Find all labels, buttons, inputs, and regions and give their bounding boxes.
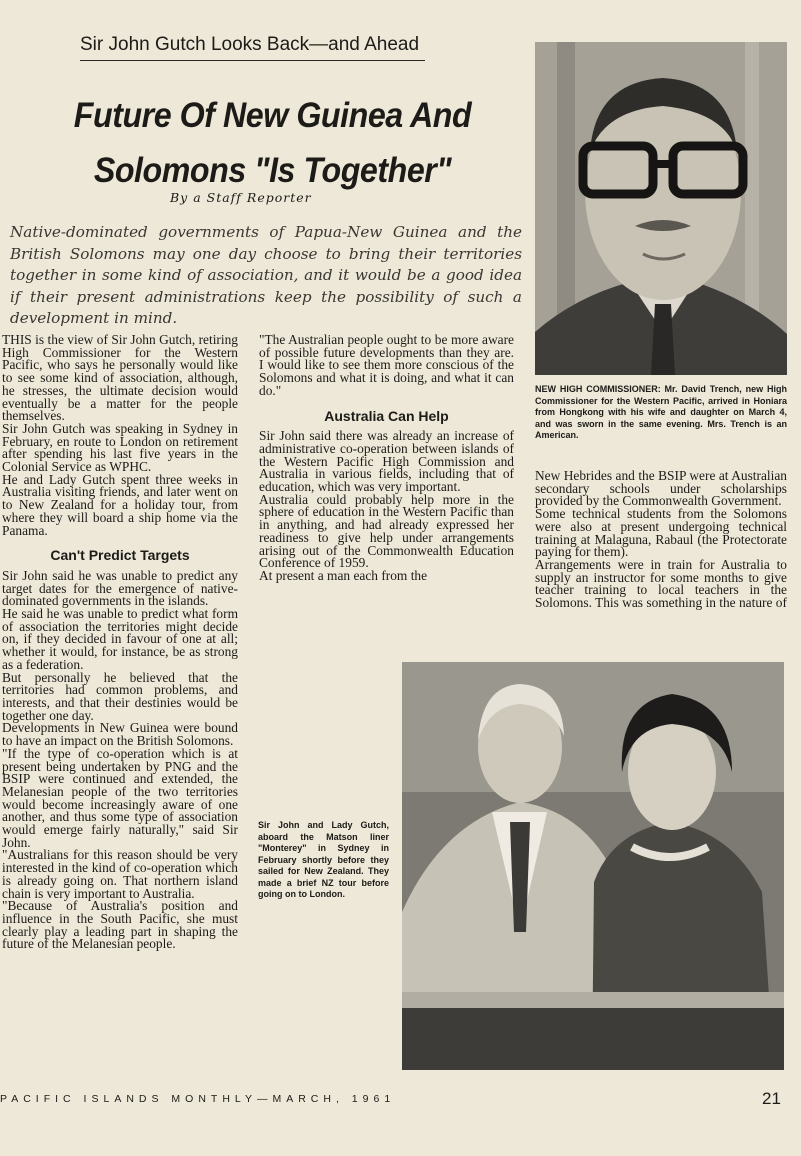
paragraph: Arrangements were in train for Australia to supply an instructor for some months to give teacher training to local teachers in the Solomons. This was something in the nature of (535, 556, 787, 611)
paragraph: He said he was unable to predict what form of association the territories might decide on, if they decided in favour of one at all; whether it would, for instance, be as strong as a federation. (2, 606, 238, 672)
paragraph: New Hebrides and the BSIP were at Australian secondary schools under scholarships provided by the Commonwealth Government. (535, 468, 787, 509)
paragraph: "If the type of co-operation which is at present being undertaken by PNG and the BSIP were continued and extended, the Melanesian people of the two territories would become increasingly aware of one another, and thus some type of association would emerge fairly naturally," said Sir John. (2, 745, 238, 850)
subheading-australia-can-help: Australia Can Help (324, 407, 449, 424)
paragraph: But personally he believed that the territories had common problems, and interests, and that their destinies would be together one day. (2, 669, 238, 723)
paragraph: "The Australian people ought to be more aware of possible future developments than they are. I would like to see them more conscious of the Solomons and what it is doing, and what it can do." (259, 332, 514, 398)
paragraph: THIS is the view of Sir John Gutch, retiring High Commissioner for the Western Pacific, who says he personally would like to see some kind of association, although, he stresses, the ultimate decision would eventually be a matter for the people themselves. (2, 332, 238, 424)
byline: By a Staff Reporter (170, 190, 312, 205)
headline-line-2: Solomons "Is Together" (93, 151, 452, 190)
paragraph: He and Lady Gutch spent three weeks in Australia visiting friends, and later went on to New Zealand for a holiday tour, from where they will board a ship home via the Panama. (2, 471, 238, 538)
page-number: 21 (762, 1089, 781, 1108)
subheading-cant-predict-targets: Can't Predict Targets (50, 547, 190, 564)
caption-new-high-commissioner: NEW HIGH COMMISSIONER: Mr. David Trench, new High Commissioner for the Western Pacific, arrived in Honiara from Hongkong with his wife and daughter on March 4, and was sworn in the same evening. Mrs. Trench is an American. (535, 384, 787, 440)
article-column-3 (535, 470, 787, 610)
footer-publication: PACIFIC ISLANDS MONTHLY—MARCH, 1961 (0, 1093, 396, 1105)
photo-sir-john-and-lady-gutch (402, 662, 784, 1070)
paragraph: Australia could probably help more in the sphere of education in the Western Pacific than in anything, and had already expressed her readiness to give help under arrangements arising out of the Commonwealth Education Conference of 1959. (259, 491, 514, 571)
paragraph: Sir John Gutch was speaking in Sydney in February, en route to London on retirement after spending his last five years in the Colonial Service as WPHC. (2, 420, 238, 475)
portrait-photo-trench (535, 42, 787, 375)
paragraph: Sir John said he was unable to predict any target dates for the emergence of native-dominated governments in the islands. (2, 567, 238, 609)
headline-line-1: Future Of New Guinea And (73, 96, 472, 135)
article-column-2 (259, 334, 514, 583)
intro-paragraph: Native-dominated governments of Papua-New Guinea and the British Solomons may one day choose to bring their territories together in some kind of association, and it would be a good idea if their present administrations keep the possibility of such a development in mind. (10, 223, 522, 327)
paragraph: Some technical students from the Solomons were also at present undergoing technical training at Malaguna, Rabaul (the Protectorate paying for them). (535, 506, 787, 560)
paragraph: Sir John said there was already an increase of administrative co-operation between islands of the Western Pacific High Commission and Australia in various fields, including that of education, which was very important. (259, 428, 514, 495)
caption-gutch-couple: Sir John and Lady Gutch, aboard the Matson liner "Monterey" in Sydney in February shortly before they sailed for New Zealand. They made a brief NZ tour before going on to London. (258, 820, 389, 899)
portrait-illustration (535, 42, 787, 375)
headline (40, 88, 505, 198)
paragraph: At present a man each from the (259, 567, 428, 583)
couple-illustration (402, 662, 784, 1070)
paragraph: "Australians for this reason should be very interested in the kind of co-operation which is already going on. That northern island chain is very important to Australia. (2, 847, 238, 901)
article-column-1 (2, 334, 238, 951)
paragraph: "Because of Australia's position and influence in the South Pacific, she must clearly play a leading part in shaping the future of the Melanesian people. (2, 898, 238, 952)
paragraph: Developments in New Guinea were bound to have an impact on the British Solomons. (2, 720, 238, 749)
kicker-title: Sir John Gutch Looks Back—and Ahead (80, 34, 425, 61)
